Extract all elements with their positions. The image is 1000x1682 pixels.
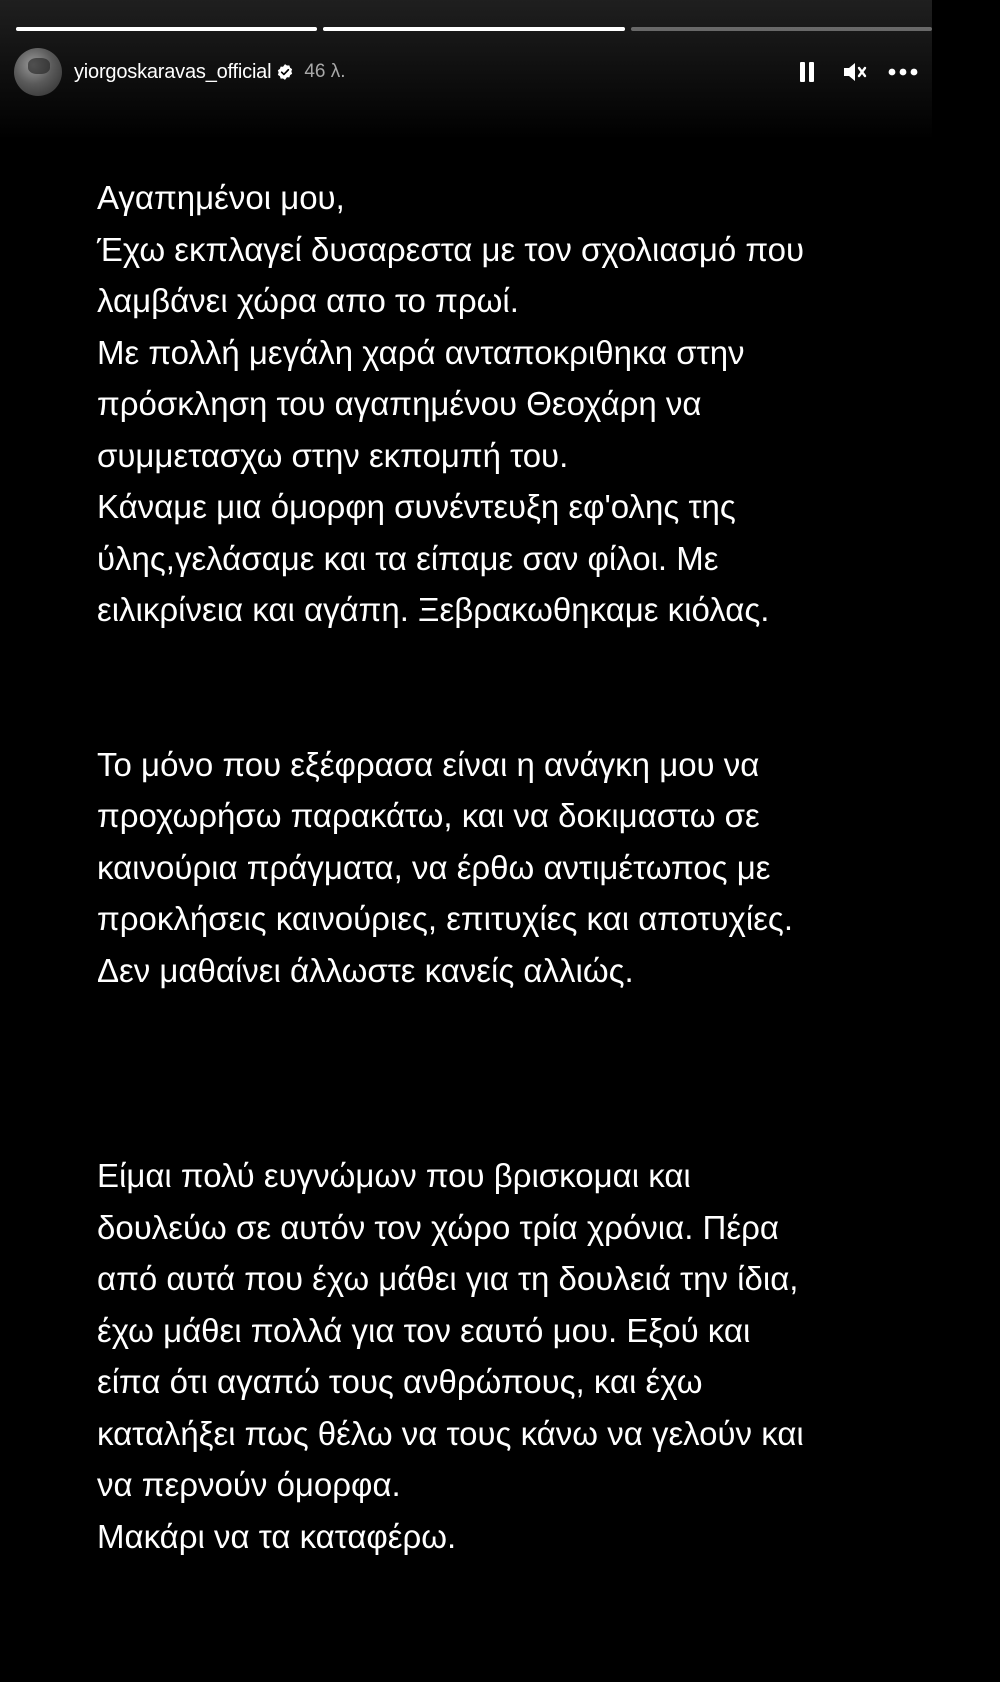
text-line: Το μόνο που εξέφρασα είναι η ανάγκη μου να bbox=[97, 745, 760, 783]
text-line: προχωρήσω παρακάτω, και να δοκιμαστω σε bbox=[97, 797, 760, 834]
mute-button[interactable] bbox=[840, 57, 870, 87]
text-line: Αγαπημένοι μου, bbox=[97, 179, 345, 216]
story-header bbox=[14, 46, 918, 98]
post-time: 46 λ. bbox=[304, 61, 346, 82]
progress-segment bbox=[631, 27, 932, 31]
avatar[interactable] bbox=[14, 48, 62, 96]
more-options-icon bbox=[888, 68, 918, 76]
paragraph-spacer bbox=[97, 996, 917, 1150]
text-line: Δεν μαθαίνει άλλωστε κανείς αλλιώς. bbox=[97, 951, 634, 989]
text-line: Κάναμε μια όμορφη συνέντευξη εφ'ολης της bbox=[97, 488, 736, 525]
text-line: ειλικρίνεια και αγάπη. Ξεβρακωθηκαμε κιόλας. bbox=[97, 591, 770, 628]
text-line: δουλεύω σε αυτόν τον χώρο τρία χρόνια. Πέρα bbox=[97, 1208, 779, 1246]
text-line: καινούρια πράγματα, να έρθω αντιμέτωπος με bbox=[97, 848, 771, 886]
paragraph-gratitude bbox=[97, 1150, 917, 1562]
username-link[interactable]: yiorgoskaravas_official bbox=[74, 60, 272, 83]
text-line: προκλήσεις καινούριες, επιτυχίες και αποτυχίες. bbox=[97, 900, 793, 937]
paragraph-spacer bbox=[97, 636, 917, 739]
pause-icon bbox=[797, 60, 817, 84]
text-line: να περνούν όμορφα. bbox=[97, 1466, 401, 1503]
paragraph-need bbox=[97, 739, 917, 997]
text-line: είπα ότι αγαπώ τους ανθρώπους, και έχω bbox=[97, 1363, 703, 1400]
paragraph-greeting bbox=[97, 172, 917, 636]
story-text bbox=[97, 172, 917, 1562]
text-line: ύλης,γελάσαμε και τα είπαμε σαν φίλοι. Με bbox=[97, 539, 719, 577]
text-line: από αυτά που έχω μάθει για τη δουλειά την ίδια, bbox=[97, 1260, 799, 1297]
progress-segment bbox=[16, 27, 317, 31]
verified-badge-icon bbox=[276, 63, 294, 81]
text-line: Έχω εκπλαγεί δυσαρεστα με τον σχολιασμό που bbox=[97, 230, 805, 268]
page-margin bbox=[932, 0, 1000, 1682]
text-line: καταλήξει πως θέλω να τους κάνω να γελούν και bbox=[97, 1414, 804, 1452]
text-line: έχω μάθει πολλά για τον εαυτό μου. Εξού και bbox=[97, 1311, 751, 1349]
story-progress-bar bbox=[16, 27, 932, 31]
text-line: λαμβάνει χώρα απο το πρωί. bbox=[97, 282, 519, 319]
progress-segment bbox=[323, 27, 624, 31]
more-options-button[interactable] bbox=[888, 57, 918, 87]
pause-button[interactable] bbox=[792, 57, 822, 87]
text-line: Είμαι πολύ ευγνώμων που βρισκομαι και bbox=[97, 1157, 691, 1194]
speaker-muted-icon bbox=[842, 60, 868, 84]
text-line: συμμετασχω στην εκπομπή του. bbox=[97, 436, 569, 474]
text-line: Μακάρι να τα καταφέρω. bbox=[97, 1517, 457, 1555]
text-line: πρόσκληση του αγαπημένου Θεοχάρη να bbox=[97, 385, 702, 422]
text-line: Με πολλή μεγάλη χαρά ανταποκριθηκα στην bbox=[97, 333, 745, 371]
